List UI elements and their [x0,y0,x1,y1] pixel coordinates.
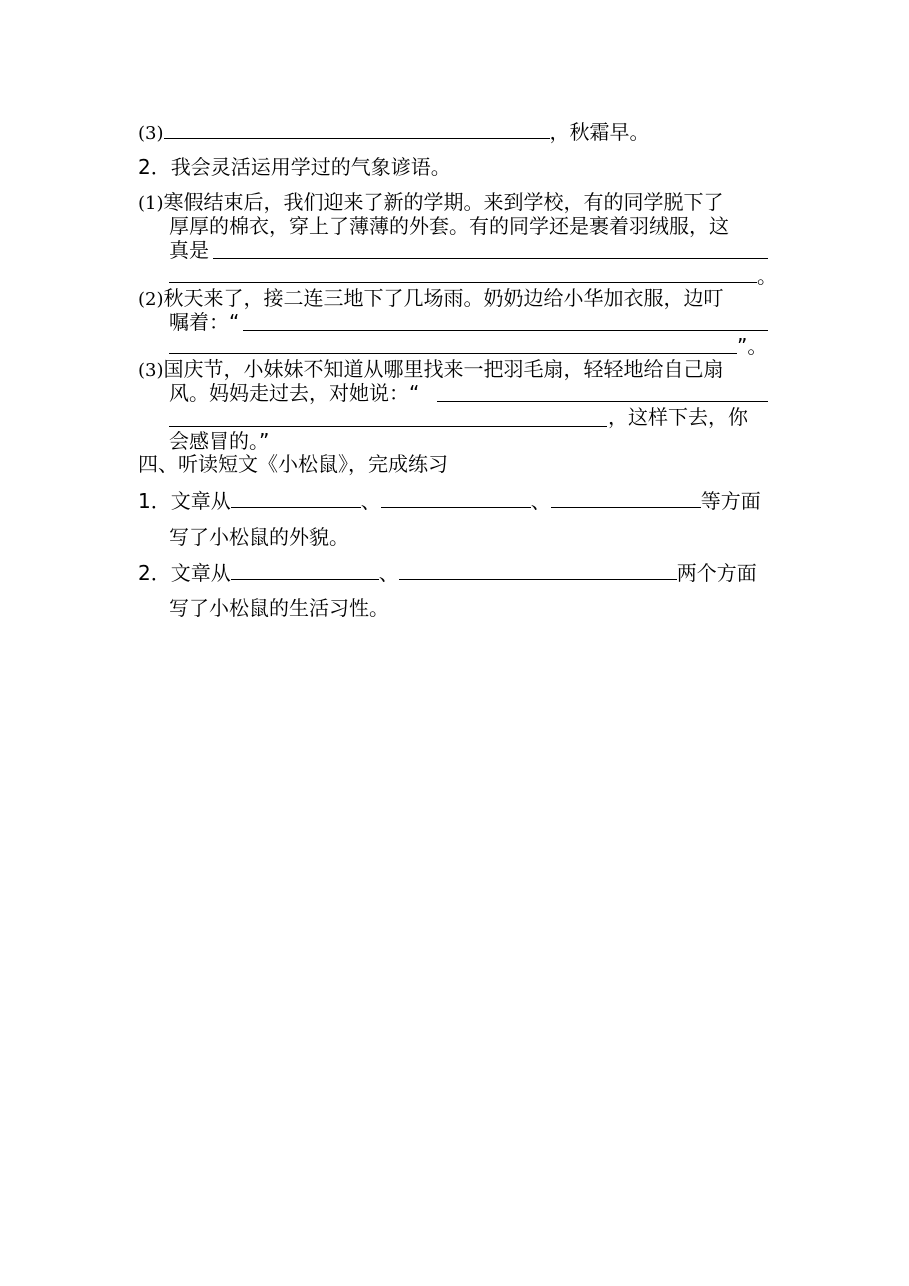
q2-p3-line4: 会感冒的。” [169,429,270,453]
answer-blank[interactable] [169,282,757,283]
separator: 、 [530,489,551,513]
q2-p1-line1 [138,190,724,216]
part4-q1-line2: 写了小松鼠的外貌。 [169,525,349,549]
q1-suffix: 等方面 [700,489,761,513]
q2-prefix: 2．文章从 [138,561,231,585]
q2-p2-line2: 嘱着：“ [169,310,240,334]
item-number: (1) [138,193,164,214]
q2-p1-end: 。 [757,264,777,288]
answer-blank[interactable] [213,258,768,259]
item-number: (3) [138,360,164,381]
answer-blank[interactable] [399,561,677,580]
q2-p2-end: ”。 [737,334,768,358]
answer-blank[interactable] [164,120,550,139]
separator: 、 [360,489,381,513]
answer-blank[interactable] [437,401,768,402]
separator: 、 [378,561,399,585]
q1-prefix: 1．文章从 [138,489,231,513]
q2-suffix: 两个方面 [676,561,757,585]
q2-p1-line2: 厚厚的棉衣，穿上了薄薄的外套。有的同学还是裹着羽绒服，这 [169,214,729,238]
part4-q1-line1 [138,489,761,513]
q2-p1-text1: 寒假结束后，我们迎来了新的学期。来到学校，有的同学脱下了 [163,190,724,214]
q2-p3-line2: 风。妈妈走过去，对她说：“ [169,381,420,405]
answer-blank[interactable] [381,489,531,508]
q2-p3-text1: 国庆节，小妹妹不知道从哪里找来一把羽毛扇，轻轻地给自己扇 [163,357,724,381]
answer-blank[interactable] [231,489,361,508]
q2-p3-line1 [138,357,724,383]
answer-blank[interactable] [551,489,701,508]
q2-p2-text1: 秋天来了，接二连三地下了几场雨。奶奶边给小华加衣服，边叮 [163,286,724,310]
q2-p1-line3: 真是 [169,238,209,262]
part4-q2-line1 [138,561,757,585]
q2-p3-line3-suffix: ，这样下去，你 [608,405,748,429]
item-number: (2) [138,289,164,310]
part4-q2-line2: 写了小松鼠的生活习性。 [169,596,389,620]
question-2-title: 2．我会灵活运用学过的气象谚语。 [138,155,451,179]
q2-p2-line1 [138,286,724,312]
item-number: (3) [138,123,164,144]
item-suffix: ，秋霜早。 [549,120,650,144]
proverb-item-3 [138,120,650,146]
answer-blank[interactable] [243,330,768,331]
part-4-title: 四、听读短文《小松鼠》，完成练习 [138,452,448,476]
answer-blank[interactable] [231,561,379,580]
answer-blank[interactable] [169,426,607,427]
answer-blank[interactable] [169,353,737,354]
